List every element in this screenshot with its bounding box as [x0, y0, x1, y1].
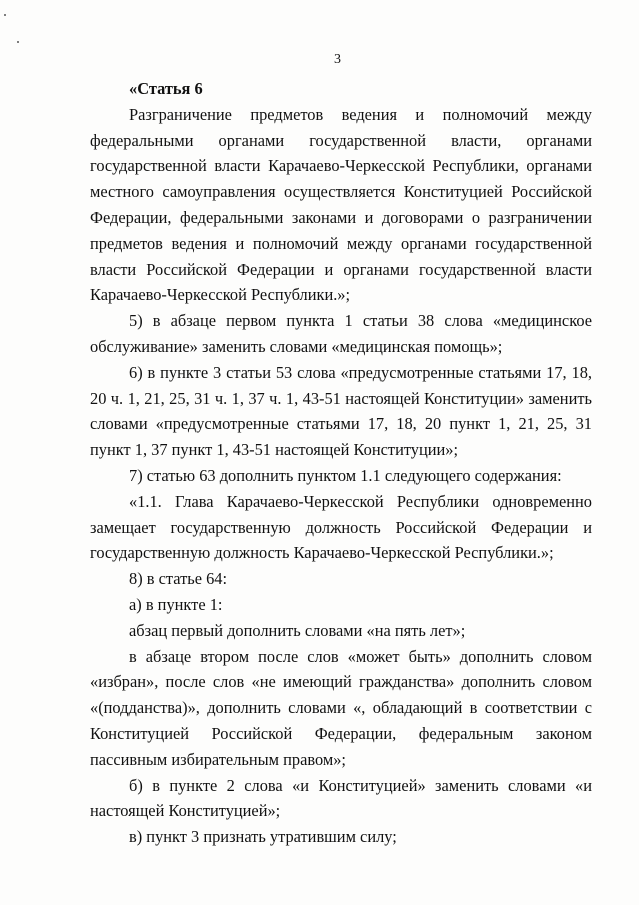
- paragraph: «1.1. Глава Карачаево-Черкесской Республики одновременно замещает государственную должность Российской Федерации и государственную должность Карачаево-Черкесской Республики.»;: [90, 491, 592, 563]
- paragraph: в абзаце втором после слов «может быть» дополнить словом «избран», после слов «не имеющий гражданства» дополнить словом «(подданства)», дополнить словами «, обладающий в соответствии с Конституцией Российской Федерации, федеральным законом пассивным избирательным правом»;: [90, 646, 592, 769]
- document-body: [90, 76, 592, 850]
- scan-speck: [17, 41, 19, 43]
- paragraph: а) в пункте 1:: [129, 594, 223, 614]
- paragraph: 8) в статье 64:: [129, 569, 228, 589]
- paragraph: 5) в абзаце первом пункта 1 статьи 38 слова «медицинское обслуживание» заменить словами «медицинская помощь»;: [90, 311, 592, 356]
- paragraph: в) пункт 3 признать утратившим силу;: [129, 827, 397, 847]
- paragraph: абзац первый дополнить словами «на пять лет»;: [129, 620, 466, 640]
- paragraph: б) в пункте 2 слова «и Конституцией» заменить словами «и настоящей Конституцией»;: [90, 775, 592, 821]
- page-number: 3: [334, 52, 341, 67]
- scan-speck: [4, 14, 6, 16]
- article-heading: «Статья 6: [129, 79, 203, 98]
- paragraph: Разграничение предметов ведения и полномочий между федеральными органами государственной власти, органами государственной власти Карачаево-Черкесской Республики, органами местного самоуправления осуществляется Конституцией Российской Федерации, федеральными законами и договорами о разграничении предметов ведения и полномочий между органами государственной власти Российской Федерации и органами государственной власти Карачаево-Черкесской Республики.»;: [90, 104, 592, 305]
- paragraph: 6) в пункте 3 статьи 53 слова «предусмотренные статьями 17, 18, 20 ч. 1, 21, 25, 31 ч. 1, 37 ч. 1, 43-51 настоящей Конституции» заменить словами «предусмотренные статьями 17, 18, 20 пункт 1, 21, 25, 31 пункт 1, 37 пункт 1, 43-51 настоящей Конституции»;: [90, 362, 592, 460]
- paragraph: 7) статью 63 дополнить пунктом 1.1 следующего содержания:: [129, 465, 562, 485]
